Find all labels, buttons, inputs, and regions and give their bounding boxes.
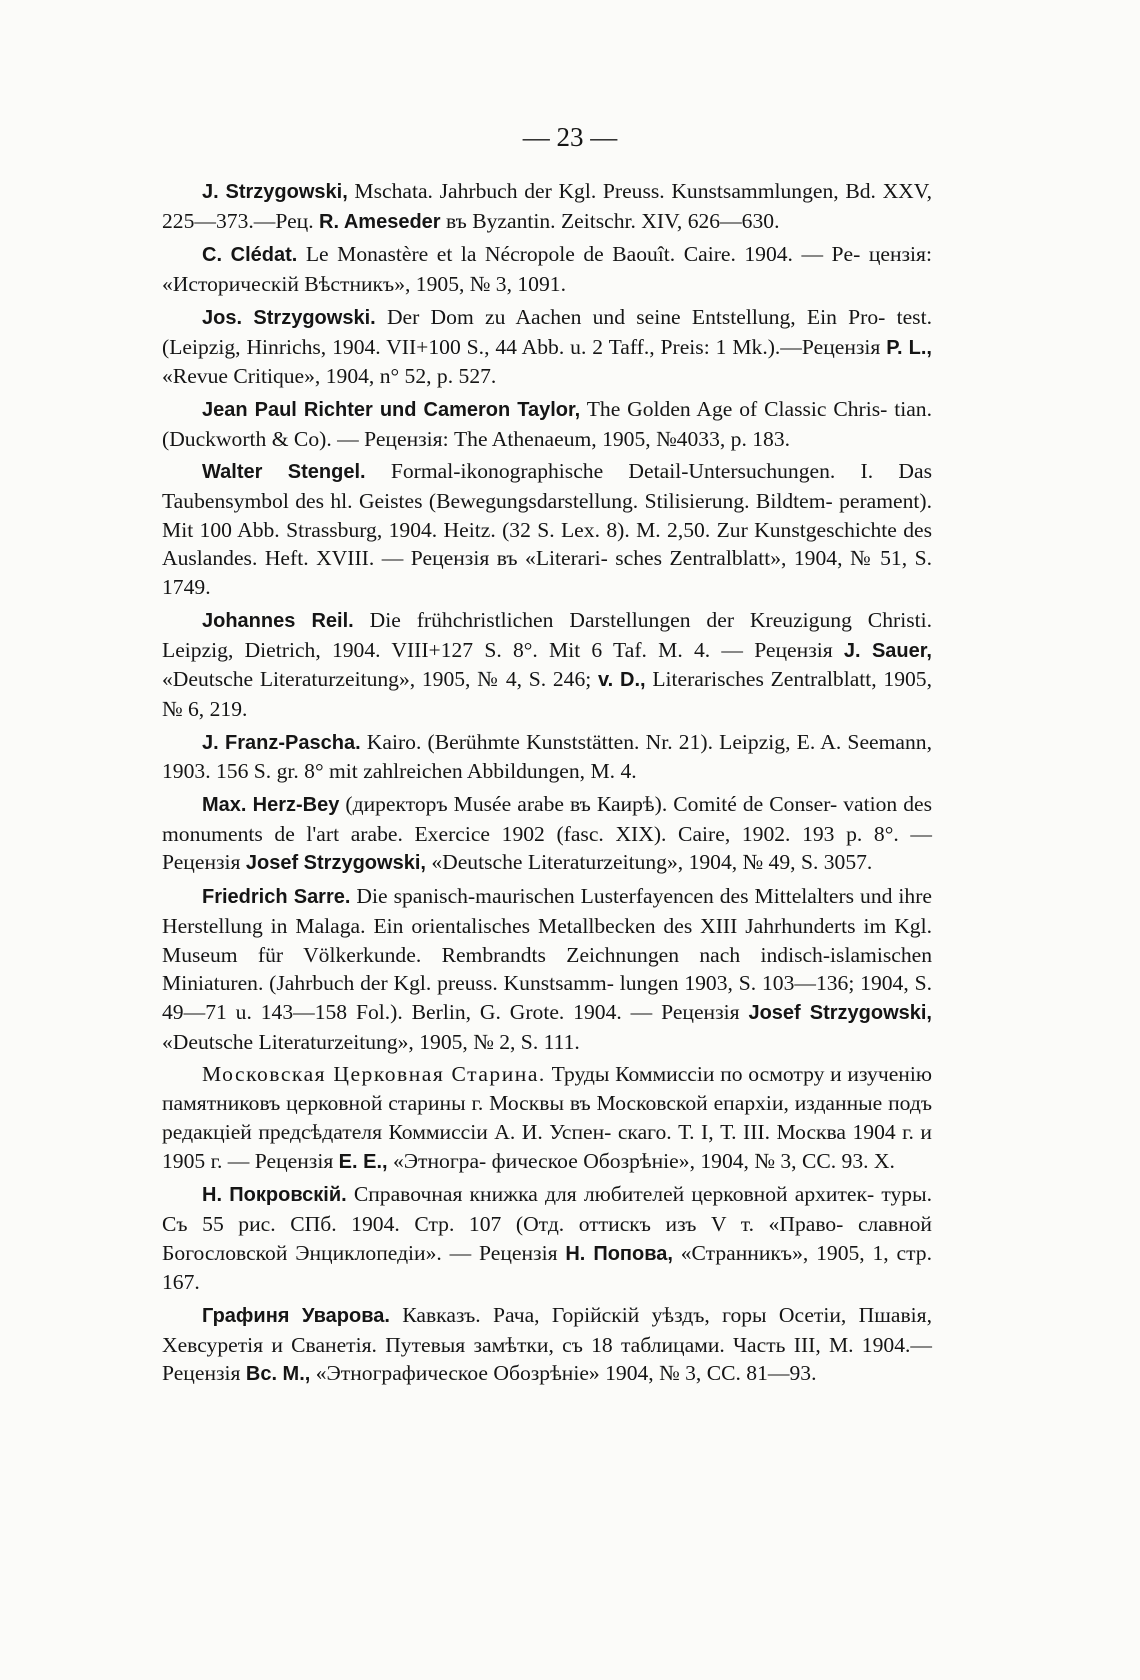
- reviewer-name: Josef Strzygowski,: [245, 852, 426, 875]
- author-name: C. Clédat.: [202, 244, 298, 267]
- reviewer-name: Н. Попова,: [565, 1242, 673, 1265]
- author-name: Friedrich Sarre.: [202, 886, 351, 909]
- author-name: J. Franz-Pascha.: [202, 731, 361, 754]
- bibliography-entry: [162, 1060, 932, 1176]
- author-name: Графиня Уварова.: [202, 1305, 390, 1328]
- entry-text: Труды Коммиссіи по осмотру и изученію памятниковъ церковной старины г. Москвы въ Московской епархіи, изданные подъ редакціей предсѣдателя Коммиссіи А. И. Успен- скаго. Т. I, Т. III. Москва 1904 г. и 1905 г. — Рецензія: [162, 1062, 932, 1173]
- bibliography-entry: [162, 240, 932, 298]
- entry-text: Кавказъ. Рача, Горійскій уѣздъ, горы Осетіи, Пшавія, Хевсуретія и Сванетія. Путевыя замѣтки, съ 18 таблицами. Часть III, М. 1904.—Рецензія: [162, 1303, 932, 1386]
- entry-text: Kairo. (Berühmte Kunststätten. Nr. 21). Leipzig, E. A. Seemann, 1903. 156 S. gr. 8° mit zahlreichen Abbildungen, M. 4.: [162, 729, 932, 784]
- bibliography-entry: [162, 303, 932, 391]
- entry-text: Der Dom zu Aachen und seine Entstellung, Ein Pro- test. (Leipzig, Hinrichs, 1904. VII+100 S., 44 Abb. u. 2 Taff., Preis: 1 Mk.).—Рецензія: [162, 304, 932, 359]
- bibliography-entry: [162, 457, 932, 602]
- entry-text: Die frühchristlichen Darstellungen der Kreuzigung Christi. Leipzig, Dietrich, 1904. VIII+127 S. 8°. Mit 6 Taf. M. 4. — Рецензія: [162, 607, 932, 662]
- reviewer-name: Josef Strzygowski,: [748, 1001, 932, 1024]
- bibliography-entry: [162, 790, 932, 878]
- entry-text: «Этнографическое Обозрѣніе» 1904, № 3, СС. 81—93.: [310, 1361, 817, 1386]
- entry-text: Le Monastère et la Nécropole de Baouît. Caire. 1904. — Pe- цензія: «Историческій Вѣстникъ», 1905, № 3, 1091.: [162, 242, 932, 297]
- author-name: Jean Paul Richter und Cameron Taylor,: [202, 398, 581, 421]
- entry-text: «Этногра- фическое Обозрѣніе», 1904, № 3, СС. 93. X.: [387, 1148, 895, 1173]
- bibliography-entry: [162, 395, 932, 453]
- reviewer-name: J. Sauer,: [843, 639, 932, 662]
- bibliography-entry: [162, 1180, 932, 1297]
- bibliography-entry: [162, 882, 932, 1056]
- entry-text: Formal-ikonographische Detail-Untersuchungen. I. Das Taubensymbol des hl. Geistes (Bewegungsdarstellung. Stilisierung. Bildtem- perament). Mit 100 Abb. Strassburg, 1904. Heitz. (32 S. Lex. 8). M. 2,50. Zur Kunstgeschichte des Auslandes. Heft. XVIII. — Рецензія въ «Literari- sches Zentralblatt», 1904, № 51, S. 1749.: [162, 459, 932, 600]
- author-name: Н. Покровскій.: [202, 1184, 347, 1207]
- bibliography-entry: [162, 177, 932, 236]
- author-name: Jos. Strzygowski.: [202, 306, 376, 329]
- entry-text: Mschata. Jahrbuch der Kgl. Preuss. Kunstsammlungen, Bd. XXV, 225—373.—Рец.: [162, 179, 932, 233]
- entry-text: Literarisches Zentralblatt, 1905, № 6, 219.: [162, 667, 933, 721]
- series-title: Московская Церковная Старина.: [202, 1062, 546, 1087]
- entry-text: Справочная книжка для любителей церковной архитек- туры. Съ 55 рис. СПб. 1904. Стр. 107 (Отд. оттискъ изъ V т. «Право- славной Богословской Энциклопедіи». — Рецензія: [162, 1182, 932, 1265]
- entry-text: «Deutsche Literaturzeitung», 1905, № 4, S. 246;: [162, 667, 598, 692]
- reviewer-name: Вс. М.,: [245, 1363, 311, 1386]
- reviewer-name: v. D.,: [597, 669, 646, 692]
- bibliography-entry: [162, 606, 932, 724]
- author-name: J. Strzygowski,: [202, 181, 348, 203]
- bibliography-list: [162, 177, 932, 1393]
- reviewer-name: Е. Е.,: [338, 1150, 388, 1173]
- entry-text: «Странникъ», 1905, 1, стр. 167.: [162, 1240, 933, 1295]
- entry-text: Die spanisch-maurischen Lusterfayencen des Mittelalters und ihre Herstellung in Malaga. Ein orientalisches Metallbecken des XIII Jahrhunderts im Kgl. Museum für Völkerkunde. Rembrandts Zeichnungen nach indisch-islamischen Miniaturen. (Jahrbuch der Kgl. preuss. Kunstsamm- lungen 1903, S. 103—136; 1904, S. 49—71 u. 143—158 Fol.). Berlin, G. Grote. 1904. — Рецензія: [162, 884, 932, 1024]
- reviewer-name: R. Ameseder: [319, 210, 441, 233]
- author-name: Johannes Reil.: [202, 609, 354, 632]
- entry-text: (директоръ Musée arabe въ Каирѣ). Comité de Conser- vation des monuments de l'art arabe. Exercice 1902 (fasc. XIX). Caire, 1902. 193 p. 8°. — Рецензія: [162, 792, 933, 875]
- entry-text: въ Byzantin. Zeitschr. XIV, 626—630.: [440, 208, 780, 233]
- page-number: — 23 —: [522, 122, 618, 152]
- reviewer-name: P. L.,: [886, 336, 932, 359]
- entry-text: «Revue Critique», 1904, n° 52, p. 527.: [162, 364, 497, 389]
- entry-text: «Deutsche Literaturzeitung», 1905, № 2, S. 111.: [162, 1029, 580, 1054]
- author-name: Walter Stengel.: [202, 461, 366, 484]
- bibliography-entry: [162, 728, 932, 786]
- entry-text: «Deutsche Literaturzeitung», 1904, № 49, S. 3057.: [425, 850, 873, 875]
- bibliography-entry: [162, 1301, 932, 1389]
- entry-text: The Golden Age of Classic Chris- tian. (Duckworth & Co). — Рецензія: The Athenaeum, 1905, №4033, p. 183.: [162, 396, 932, 451]
- author-name: Max. Herz-Bey: [202, 794, 340, 817]
